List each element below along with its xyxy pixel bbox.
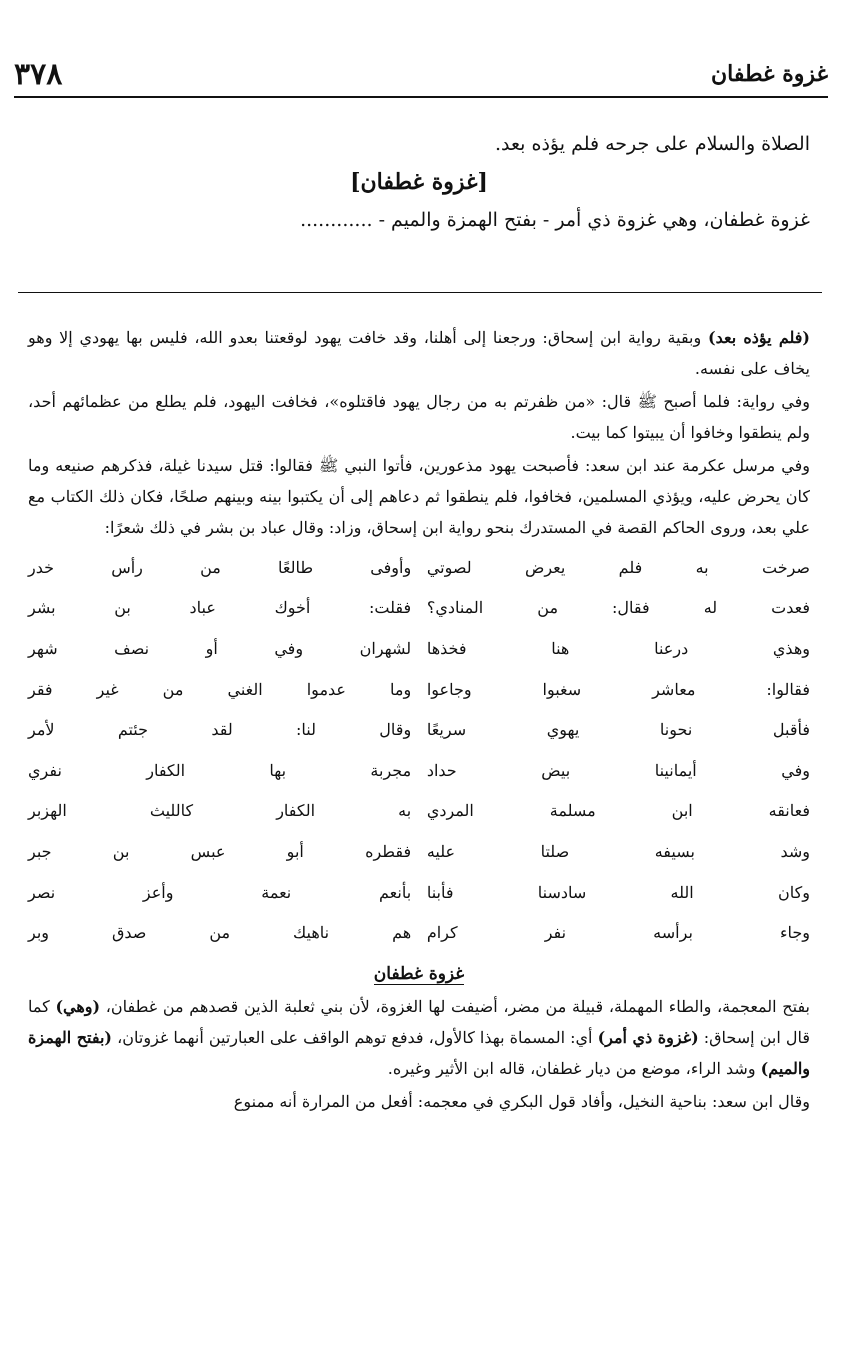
verse-second-half: به الكفار كالليث الهزبر — [28, 801, 412, 821]
verse-row — [28, 628, 810, 669]
leader-dots: ............ — [300, 209, 373, 231]
verse-second-half: فقطره أبو عبس بن جبر — [28, 841, 412, 861]
verse-first-half: فأقبل نحونا يهوي سريعًا — [426, 720, 810, 740]
main-line-2-text: غزوة غطفان، وهي غزوة ذي أمر - بفتح الهمزة والميم - — [378, 209, 810, 231]
verse-first-half: وجاء برأسه نفر كرام — [426, 923, 810, 943]
commentary-paragraph-1 — [28, 322, 810, 384]
verse-first-half: فقالوا: معاشر سغبوا وجاعوا — [426, 679, 810, 699]
gloss-text: أي: المسماة بهذا كالأول، فدفع توهم الواقف على العبارتين أنهما غزوتان، — [112, 1027, 598, 1047]
gloss-heading — [28, 957, 810, 991]
main-line-1: الصلاة والسلام على جرحه فلم يؤذه بعد. — [495, 133, 810, 155]
main-line-2 — [28, 202, 810, 238]
verse-row — [28, 831, 810, 872]
quoted-phrase: (وهي) — [55, 996, 101, 1016]
gloss-paragraph-2: وقال ابن سعد: بناحية النخيل، وأفاد قول البكري في معجمه: أفعل من المرارة أنه ممنوع — [233, 1091, 810, 1111]
section-heading: [غزوة غطفان] — [350, 169, 488, 195]
verse-second-half: وقال لنا: لقد جئتم لأمر — [28, 720, 412, 740]
quoted-phrase: (غزوة ذي أمر) — [597, 1027, 699, 1047]
commentary-paragraph-2: وفي رواية: فلما أصبح ﷺ قال: «من ظفرتم به من رجال يهود فاقتلوه»، فخافت اليهود، فلم يطلع من عظمائهم أحد، ولم ينطقوا وخافوا أن يبيتوا كما بيت. — [28, 392, 810, 442]
main-text — [28, 126, 810, 238]
commentary-paragraph-1-text: وبقية رواية ابن إسحاق: ورجعنا إلى أهلنا، وقد خافت يهود لوقعتنا بعدو الله، فليس بها يهودي إلا وهو يخاف على نفسه. — [28, 328, 810, 378]
verse-first-half: وكان الله سادسنا فأبنا — [426, 882, 810, 902]
verse-first-half: فعدت له فقال: من المنادي؟ — [426, 598, 810, 618]
verse-row — [28, 872, 810, 913]
gloss-heading-text: غزوة غطفان — [373, 963, 465, 984]
verse-second-half: مجربة بها الكفار نفري — [28, 760, 412, 780]
verse-second-half: وأوفى طالعًا من رأس خدر — [28, 557, 412, 577]
verse-row — [28, 750, 810, 791]
quoted-phrase: (بفتح الهمزة والميم) — [28, 1027, 810, 1078]
verse-first-half: فعانقه ابن مسلمة المردي — [426, 801, 810, 821]
verse-first-half: وشد بسيفه صلتا عليه — [426, 841, 810, 861]
commentary-paragraph-3: وفي مرسل عكرمة عند ابن سعد: فأصبحت يهود مذعورين، فأتوا النبي ﷺ فقالوا: قتل سيدنا غيلة، فذكرهم صنيعه وما كان يحرض عليه، ويؤذي المسلمين، فخافوا، فلم ينطقوا ثم دعاهم إلى أن يكتبوا بينه وبينهم صلحًا، فكان ذلك الكتاب مع علي بعد، وروى الحاكم القصة في المستدرك بنحو رواية ابن إسحاق، وزاد: وقال عباد بن بشر في ذلك شعرًا: — [28, 456, 810, 537]
verse-row — [28, 912, 810, 953]
verse-row — [28, 791, 810, 832]
gloss-text: كما قال ابن إسحاق: — [28, 996, 811, 1047]
commentary — [28, 322, 810, 1119]
gloss-paragraph-1 — [28, 991, 810, 1084]
footnote-divider — [18, 292, 822, 293]
verse-row — [28, 709, 810, 750]
page-header — [14, 52, 828, 98]
running-title: غزوة غطفان — [711, 61, 828, 87]
verse-row — [28, 547, 810, 588]
verse-first-half: وفي أيمانينا بيض حداد — [426, 760, 810, 780]
verse-second-half: لشهران وفي أو نصف شهر — [28, 638, 412, 658]
verse-first-half: وهذي درعنا هنا فخذها — [426, 638, 810, 658]
page-number: ٣٧٨ — [14, 56, 63, 92]
verse-second-half: هم ناهيك من صدق وبر — [28, 923, 412, 943]
verse-first-half: صرخت به فلم يعرض لصوتي — [426, 557, 810, 577]
gloss-text: وشد الراء، موضع من ديار غطفان، قاله ابن الأثير وغيره. — [387, 1058, 761, 1078]
verse-row — [28, 588, 810, 629]
verse-row — [28, 669, 810, 710]
verse-second-half: وما عدموا الغني من غير فقر — [28, 679, 412, 699]
poem — [28, 547, 810, 953]
gloss-text: بفتح المعجمة، والطاء المهملة، قبيلة من مضر، أضيفت لها الغزوة، لأن بني ثعلبة الذين قصدهم من غطفان، — [105, 996, 811, 1016]
verse-second-half: بأنعم نعمة وأعز نصر — [28, 882, 412, 902]
verse-second-half: فقلت: أخوك عباد بن بشر — [28, 598, 412, 618]
quoted-phrase: (فلم يؤذه بعد) — [708, 328, 811, 347]
